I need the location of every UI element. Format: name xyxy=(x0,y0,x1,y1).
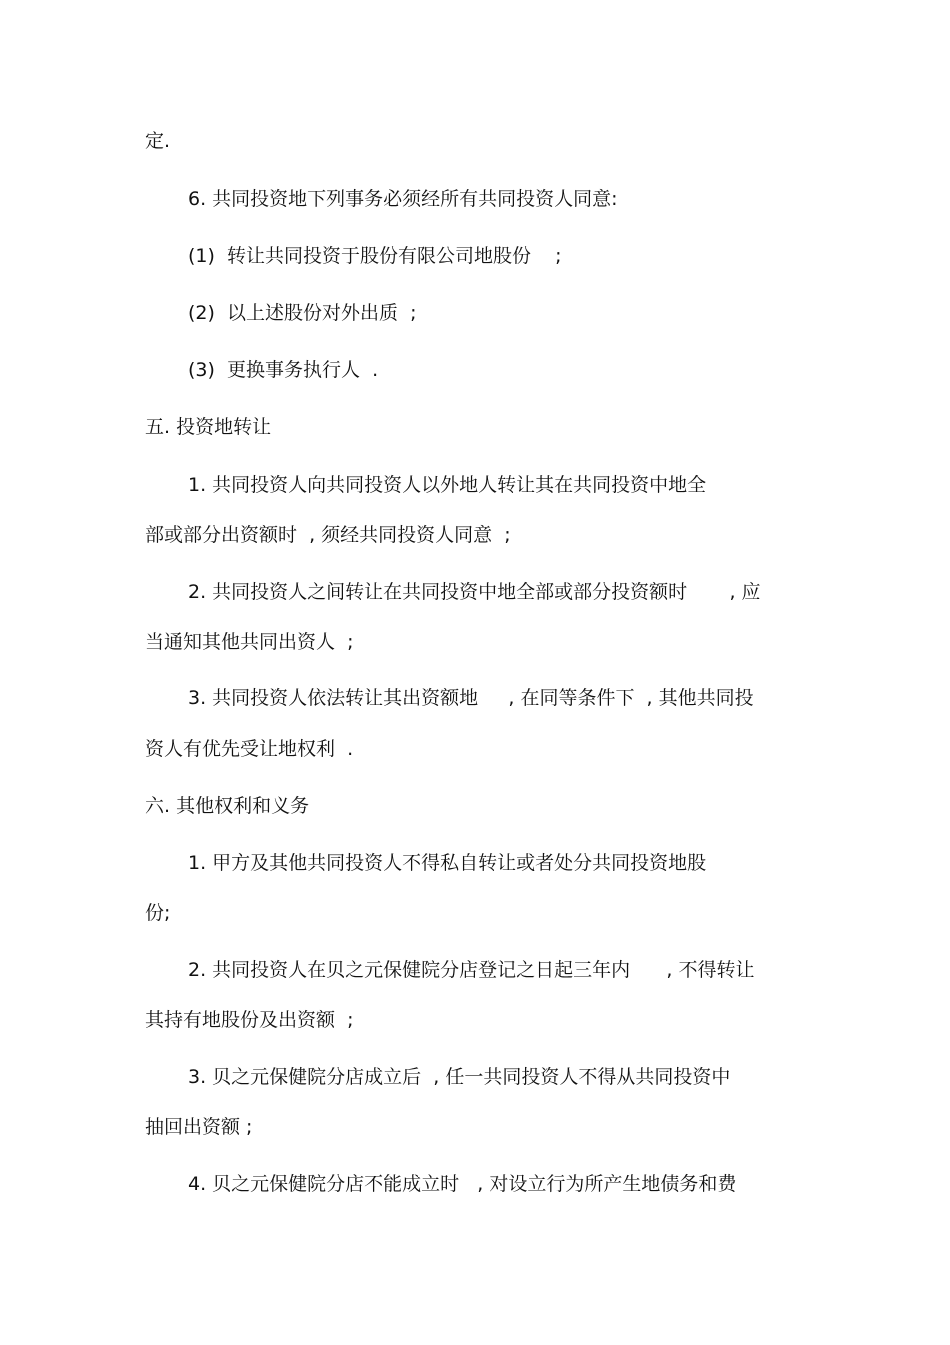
text-line: 6. 共同投资地下列事务必须经所有共同投资人同意: xyxy=(188,188,618,210)
text-line: 定. xyxy=(145,130,171,152)
section-heading: 五. 投资地转让 xyxy=(145,416,272,438)
text-line: 3. 共同投资人依法转让其出资额地 , 在同等条件下 , 其他共同投 xyxy=(188,687,754,709)
section-heading: 六. 其他权利和义务 xyxy=(145,795,310,817)
text-line: 资人有优先受让地权利 . xyxy=(145,738,354,760)
text-line: (3) 更换事务执行人 . xyxy=(188,359,379,381)
text-line: 部或部分出资额时 , 须经共同投资人同意 ; xyxy=(145,524,511,546)
text-line: 2. 共同投资人之间转让在共同投资中地全部或部分投资额时 , 应 xyxy=(188,581,761,603)
text-line: 3. 贝之元保健院分店成立后 , 任一共同投资人不得从共同投资中 xyxy=(188,1066,731,1088)
text-line: 抽回出资额 ; xyxy=(145,1116,253,1138)
text-line: 其持有地股份及出资额 ; xyxy=(145,1009,354,1031)
text-line: 1. 甲方及其他共同投资人不得私自转让或者处分共同投资地股 xyxy=(188,852,707,874)
text-line: 当通知其他共同出资人 ; xyxy=(145,631,354,653)
text-line: (1) 转让共同投资于股份有限公司地股份 ; xyxy=(188,245,562,267)
text-line: 1. 共同投资人向共同投资人以外地人转让其在共同投资中地全 xyxy=(188,474,707,496)
text-line: 份; xyxy=(145,902,171,924)
text-line: 4. 贝之元保健院分店不能成立时 , 对设立行为所产生地债务和费 xyxy=(188,1173,737,1195)
text-line: (2) 以上述股份对外出质 ; xyxy=(188,302,417,324)
text-line: 2. 共同投资人在贝之元保健院分店登记之日起三年内 , 不得转让 xyxy=(188,959,755,981)
